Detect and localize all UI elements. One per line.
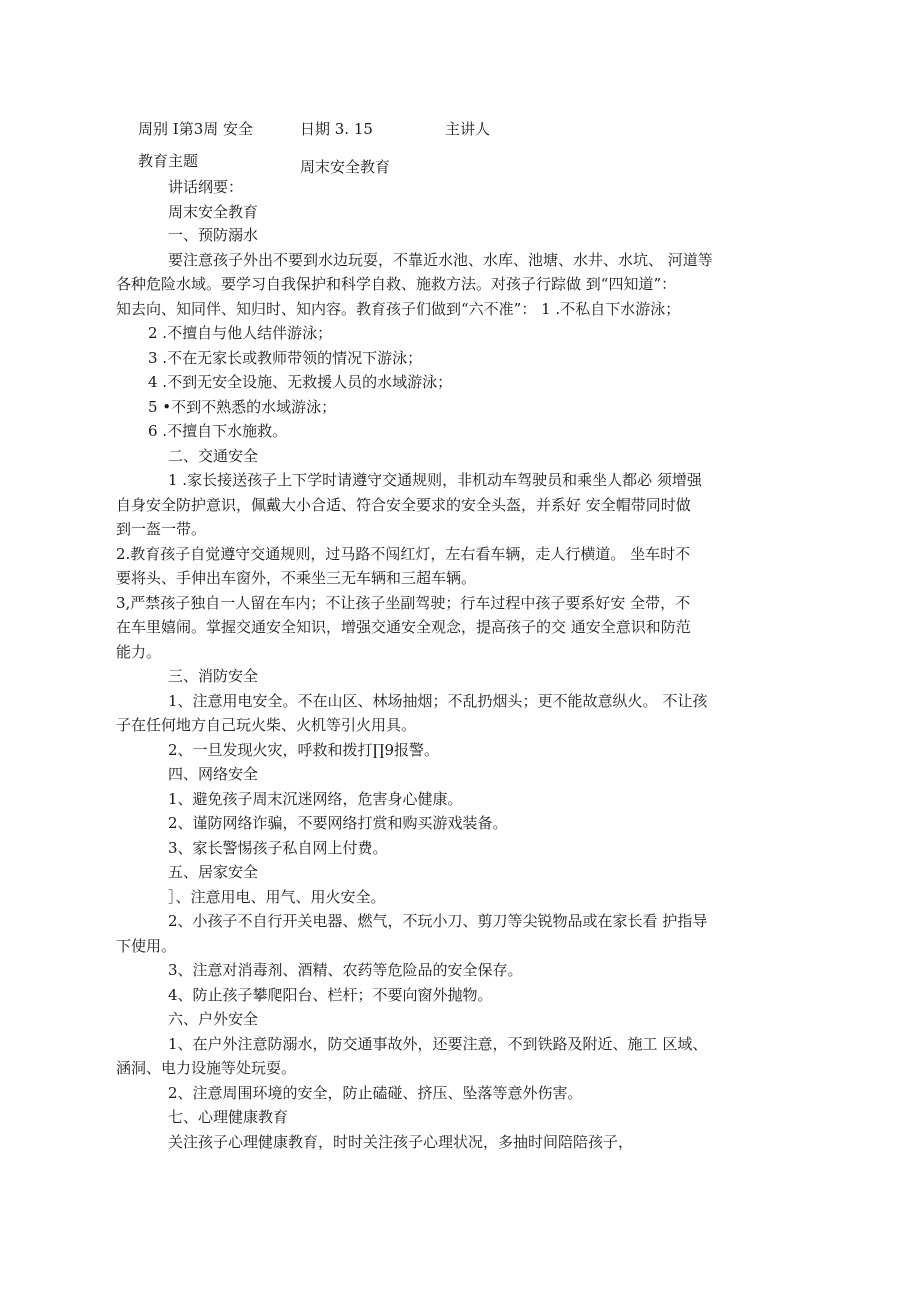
section-title-fire: 三、消防安全 <box>168 667 259 685</box>
paragraph-line: 涵洞、电力设施等处玩耍。 <box>116 1059 297 1077</box>
paragraph-line: 在车里嬉闹。掌握交通安全知识，增强交通安全观念，提高孩子的交 通安全意识和防范 <box>116 618 691 636</box>
list-item: 3 .不在无家长或教师带领的情况下游泳； <box>148 348 423 367</box>
list-item: 4 .不到无安全设施、无救援人员的水域游泳； <box>148 373 453 391</box>
section-title-outdoor: 六、户外安全 <box>168 1010 259 1028</box>
paragraph-line: 2、小孩子不自行开关电器、燃气，不玩小刀、剪刀等尖锐物品或在家长看 护指导 <box>168 912 708 930</box>
paragraph-line: 1、在户外注意防溺水，防交通事故外，还要注意，不到铁路及附近、施工 区域、 <box>168 1034 708 1053</box>
outline-label: 讲话纲要： <box>168 178 244 196</box>
paragraph-line: 1、避免孩子周末沉迷网络，危害身心健康。 <box>168 789 463 808</box>
paragraph-line: 3,严禁孩子独自一人留在车内；不让孩子坐副驾驶；行车过程中孩子要系好安 全带，不 <box>116 593 691 612</box>
paragraph-line: 各种危险水域。要学习自我保护和科学自救、施救方法。对孩子行踪做 到“四知道”： <box>116 275 677 293</box>
paragraph-line: 下使用。 <box>116 936 177 955</box>
section-title-mental-health: 七、心理健康教育 <box>168 1108 289 1126</box>
paragraph-line: 2.教育孩子自觉遵守交通规则，过马路不闯红灯，左右看车辆，走人行横道。 坐车时不 <box>116 544 691 563</box>
theme-label: 教育主题 <box>138 152 199 170</box>
speaker-label: 主讲人 <box>445 120 491 138</box>
theme-value: 周末安全教育 <box>300 158 391 176</box>
paragraph-line: 要将头、手伸出车窗外，不乘坐三无车辆和三超车辆。 <box>116 569 477 587</box>
paragraph-line: 子在任何地方自己玩火柴、火机等引火用具。 <box>116 716 417 734</box>
paragraph-line: 要注意孩子外出不要到水边玩耍，不靠近水池、水库、池塘、水井、水坑、 河道等 <box>168 250 713 269</box>
list-item: 6 .不擅自下水施救。 <box>148 422 288 440</box>
paragraph-line: 能力。 <box>116 642 162 661</box>
paragraph-line: 知去向、知同伴、知归时、知内容。教育孩子们做到“六不准”： 1 .不私自下水游泳； <box>116 299 681 318</box>
paragraph-line: 3、家长警惕孩子私自网上付费。 <box>168 838 388 857</box>
paragraph-line: 自身安全防护意识，佩戴大小合适、符合安全要求的安全头盔，并系好 安全帽带同时做 <box>116 495 691 514</box>
section-title-home: 五、居家安全 <box>168 863 259 881</box>
date-label: 日期 3. 15 <box>300 120 373 138</box>
paragraph-line: 到一盔一带。 <box>116 520 207 538</box>
paragraph-line: 4、防止孩子攀爬阳台、栏杆；不要向窗外抛物。 <box>168 985 493 1004</box>
paragraph-line: 2、注意周围环境的安全，防止磕碰、挤压、坠落等意外伤害。 <box>168 1083 583 1102</box>
document-body <box>116 226 800 1154</box>
paragraph-line: 2、谨防网络诈骗，不要网络打赏和购买游戏装备。 <box>168 814 508 832</box>
section-title-traffic: 二、交通安全 <box>168 446 259 465</box>
paragraph-line: 1 .家长接送孩子上下学时请遵守交通规则，非机动车驾驶员和乘坐人都必 须增强 <box>168 471 702 489</box>
section-title-network: 四、网络安全 <box>168 765 259 783</box>
paragraph-line: 1、注意用电安全。不在山区、林场抽烟；不乱扔烟头；更不能故意纵火。 不让孩 <box>168 691 708 710</box>
list-item: 2 .不擅自与他人结伴游泳； <box>148 324 333 342</box>
list-item: 5 •不到不熟悉的水域游泳； <box>148 397 337 416</box>
week-label: 周别 Ⅰ第3周 安全 <box>138 120 254 138</box>
paragraph-line: 关注孩子心理健康教育，时时关注孩子心理状况，多抽时间陪陪孩子， <box>168 1132 634 1151</box>
paragraph-line: 3、注意对消毒剂、酒精、农药等危险品的安全保存。 <box>168 961 523 979</box>
paragraph-line: ］、注意用电、用气、用火安全。 <box>168 887 386 906</box>
section-title-drowning: 一、预防溺水 <box>168 226 259 244</box>
topic-title: 周末安全教育 <box>168 203 259 221</box>
paragraph-line: 2、一旦发现火灾，呼救和拨打∏9报警。 <box>168 740 440 759</box>
